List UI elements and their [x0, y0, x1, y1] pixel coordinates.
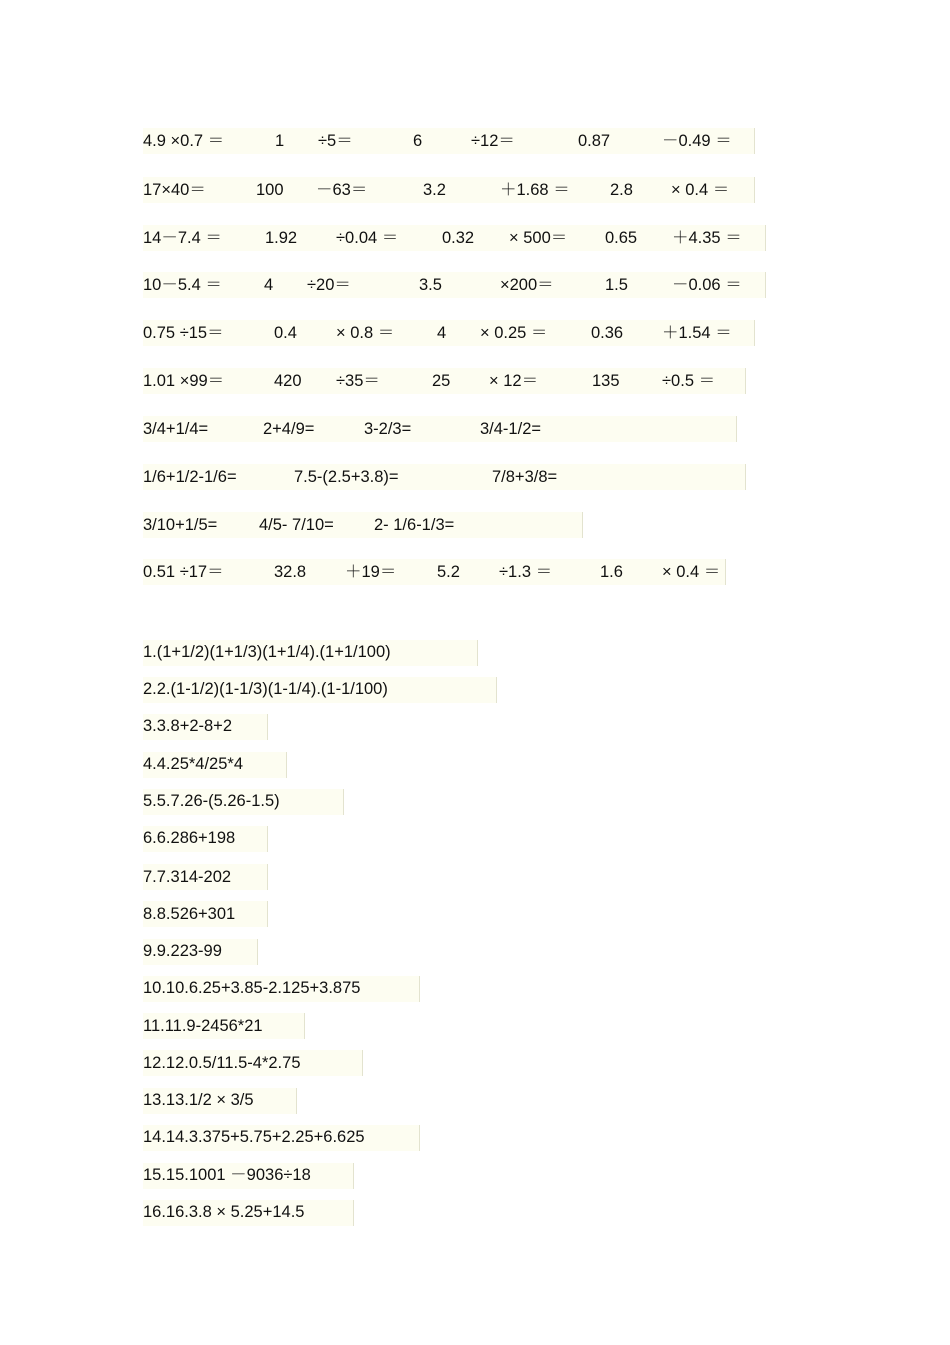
problem-item: 4.4.25*4/25*4	[143, 755, 244, 773]
exercise-item: 4.9 ×0.7 ＝	[143, 132, 225, 150]
exercise-item: －0.49 ＝	[662, 132, 732, 150]
exercise-item: 14－7.4 ＝	[143, 229, 222, 247]
exercise-item: 5.2	[437, 563, 460, 581]
exercise-item: 420	[274, 372, 302, 390]
problem-item: 14.14.3.375+5.75+2.25+6.625	[143, 1128, 365, 1146]
exercise-item: 2- 1/6-1/3=	[374, 516, 455, 534]
exercise-item: × 0.4 ＝	[662, 563, 721, 581]
exercise-item: 25	[432, 372, 451, 390]
problem-item: 13.13.1/2 × 3/5	[143, 1091, 254, 1109]
row-highlight	[143, 177, 755, 203]
exercise-item: 3/4+1/4=	[143, 420, 209, 438]
exercise-item: ÷1.3 ＝	[499, 563, 553, 581]
exercise-item: 0.65	[605, 229, 638, 247]
problem-item: 16.16.3.8 × 5.25+14.5	[143, 1203, 305, 1221]
exercise-item: 2+4/9=	[263, 420, 315, 438]
exercise-item: ＋1.68 ＝	[500, 181, 570, 199]
exercise-item: 1.01 ×99＝	[143, 372, 225, 390]
exercise-item: × 0.4 ＝	[671, 181, 730, 199]
exercise-item: －63＝	[316, 181, 368, 199]
exercise-item: 2.8	[610, 181, 633, 199]
exercise-item: 4/5- 7/10=	[259, 516, 334, 534]
exercise-item: 32.8	[274, 563, 307, 581]
exercise-item: × 12＝	[489, 372, 539, 390]
exercise-item: ÷5＝	[318, 132, 353, 150]
exercise-item: 17×40＝	[143, 181, 206, 199]
exercise-item: ＋19＝	[345, 563, 397, 581]
exercise-item: ＋1.54 ＝	[662, 324, 732, 342]
exercise-item: 0.36	[591, 324, 624, 342]
exercise-item: 4	[437, 324, 447, 342]
exercise-item: 0.75 ÷15＝	[143, 324, 224, 342]
problem-item: 2.2.(1-1/2)(1-1/3)(1-1/4).(1-1/100)	[143, 680, 388, 698]
exercise-item: 7/8+3/8=	[492, 468, 558, 486]
exercise-item: ×200＝	[500, 276, 554, 294]
exercise-item: ＋4.35 ＝	[672, 229, 742, 247]
problem-item: 9.9.223-99	[143, 942, 222, 960]
exercise-item: 3-2/3=	[364, 420, 412, 438]
exercise-item: 7.5-(2.5+3.8)=	[294, 468, 399, 486]
exercise-item: 1	[275, 132, 285, 150]
exercise-item: 3.5	[419, 276, 442, 294]
exercise-item: 1.6	[600, 563, 623, 581]
problem-item: 6.6.286+198	[143, 829, 236, 847]
exercise-item: －0.06 ＝	[672, 276, 742, 294]
exercise-item: × 0.25 ＝	[480, 324, 548, 342]
exercise-item: 3/4-1/2=	[480, 420, 542, 438]
exercise-item: 100	[256, 181, 284, 199]
exercise-item: 1.5	[605, 276, 628, 294]
row-highlight	[143, 559, 726, 585]
exercise-item: 3/10+1/5=	[143, 516, 218, 534]
exercise-item: 0.51 ÷17＝	[143, 563, 224, 581]
exercise-item: 6	[413, 132, 423, 150]
exercise-item: × 0.8 ＝	[336, 324, 395, 342]
exercise-item: 1/6+1/2-1/6=	[143, 468, 237, 486]
exercise-item: 0.87	[578, 132, 611, 150]
exercise-item: ÷35＝	[336, 372, 380, 390]
problem-item: 3.3.8+2-8+2	[143, 717, 232, 735]
exercise-item: ÷12＝	[471, 132, 515, 150]
exercise-item: 0.4	[274, 324, 297, 342]
exercise-item: 4	[264, 276, 274, 294]
problem-item: 7.7.314-202	[143, 868, 232, 886]
problem-item: 15.15.1001 －9036÷18	[143, 1166, 311, 1184]
problem-item: 12.12.0.5/11.5-4*2.75	[143, 1054, 301, 1072]
exercise-item: ÷20＝	[307, 276, 351, 294]
exercise-item: 135	[592, 372, 620, 390]
row-highlight	[143, 416, 737, 442]
exercise-item: 10－5.4 ＝	[143, 276, 222, 294]
problem-item: 11.11.9-2456*21	[143, 1017, 263, 1035]
problem-item: 5.5.7.26-(5.26-1.5)	[143, 792, 280, 810]
exercise-item: 0.32	[442, 229, 475, 247]
exercise-item: ÷0.04 ＝	[336, 229, 399, 247]
exercise-item: 3.2	[423, 181, 446, 199]
problem-item: 8.8.526+301	[143, 905, 236, 923]
exercise-item: × 500＝	[509, 229, 568, 247]
problem-item: 10.10.6.25+3.85-2.125+3.875	[143, 979, 361, 997]
exercise-item: ÷0.5 ＝	[662, 372, 716, 390]
problem-item: 1.(1+1/2)(1+1/3)(1+1/4).(1+1/100)	[143, 643, 391, 661]
exercise-item: 1.92	[265, 229, 298, 247]
